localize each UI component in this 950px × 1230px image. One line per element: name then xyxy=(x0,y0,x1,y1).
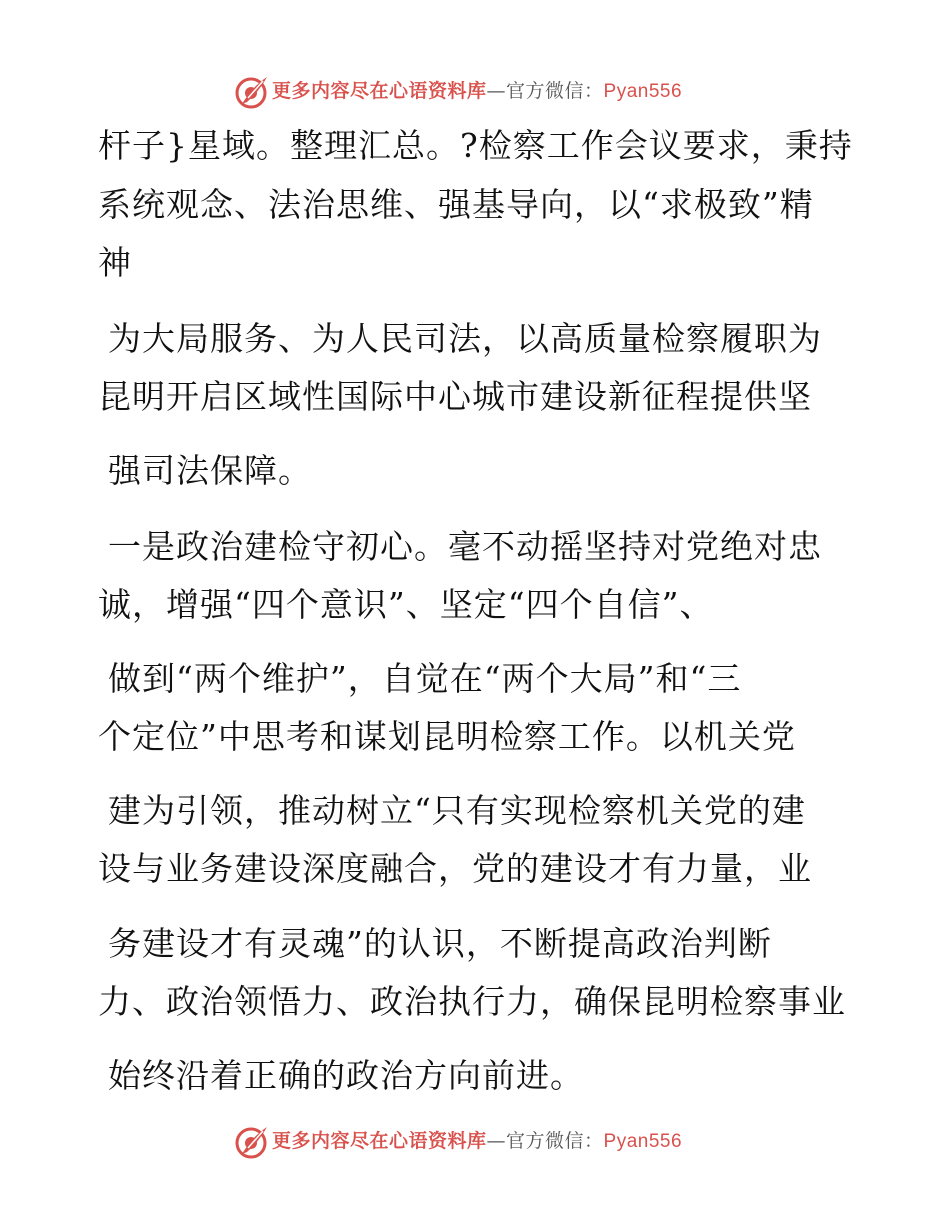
quill-logo-icon xyxy=(234,1124,270,1160)
body-line-5: 昆明开启区域性国际中心城市建设新征程提供坚 xyxy=(98,377,812,416)
body-line-4: 为大局服务、为人民司法，以高质量检察履职为 xyxy=(108,319,822,358)
banner-text xyxy=(272,76,682,103)
body-line-2: 系统观念、法治思维、强基导向，以“求极致”精 xyxy=(98,185,814,224)
header-banner xyxy=(0,70,950,110)
banner-wechat-label: 官方微信： xyxy=(506,80,604,102)
banner-wechat-id: Pyan556 xyxy=(603,81,683,102)
body-line-7: 一是政治建检守初心。毫不动摇坚持对党绝对忠 xyxy=(108,527,822,566)
banner-wechat-id: Pyan556 xyxy=(603,1131,683,1152)
quill-logo-icon xyxy=(234,74,270,110)
banner-separator: — xyxy=(486,80,507,102)
body-line-9: 做到“两个维护”，自觉在“两个大局”和“三 xyxy=(108,659,742,698)
banner-wechat-label: 官方微信： xyxy=(506,1130,604,1152)
body-line-3: 神 xyxy=(98,243,132,282)
banner-slogan: 更多内容尽在心语资料库 xyxy=(272,1130,487,1152)
banner-separator: — xyxy=(486,1130,507,1152)
body-line-8: 诚，增强“四个意识”、坚定“四个自信”、 xyxy=(98,585,714,624)
banner-text xyxy=(272,1126,682,1153)
body-line-6: 强司法保障。 xyxy=(108,451,312,490)
body-line-11: 建为引领，推动树立“只有实现检察机关党的建 xyxy=(108,791,806,830)
body-line-1: 杆子}星域。整理汇总。?检察工作会议要求，秉持 xyxy=(98,126,853,165)
body-line-10: 个定位”中思考和谋划昆明检察工作。以机关党 xyxy=(98,717,796,756)
body-line-15: 始终沿着正确的政治方向前进。 xyxy=(108,1056,584,1095)
banner-slogan: 更多内容尽在心语资料库 xyxy=(272,80,487,102)
body-line-12: 设与业务建设深度融合，党的建设才有力量，业 xyxy=(98,849,812,888)
body-line-14: 力、政治领悟力、政治执行力，确保昆明检察事业 xyxy=(98,982,846,1021)
footer-banner xyxy=(0,1120,950,1160)
body-line-13: 务建设才有灵魂”的认识，不断提高政治判断 xyxy=(108,924,772,963)
